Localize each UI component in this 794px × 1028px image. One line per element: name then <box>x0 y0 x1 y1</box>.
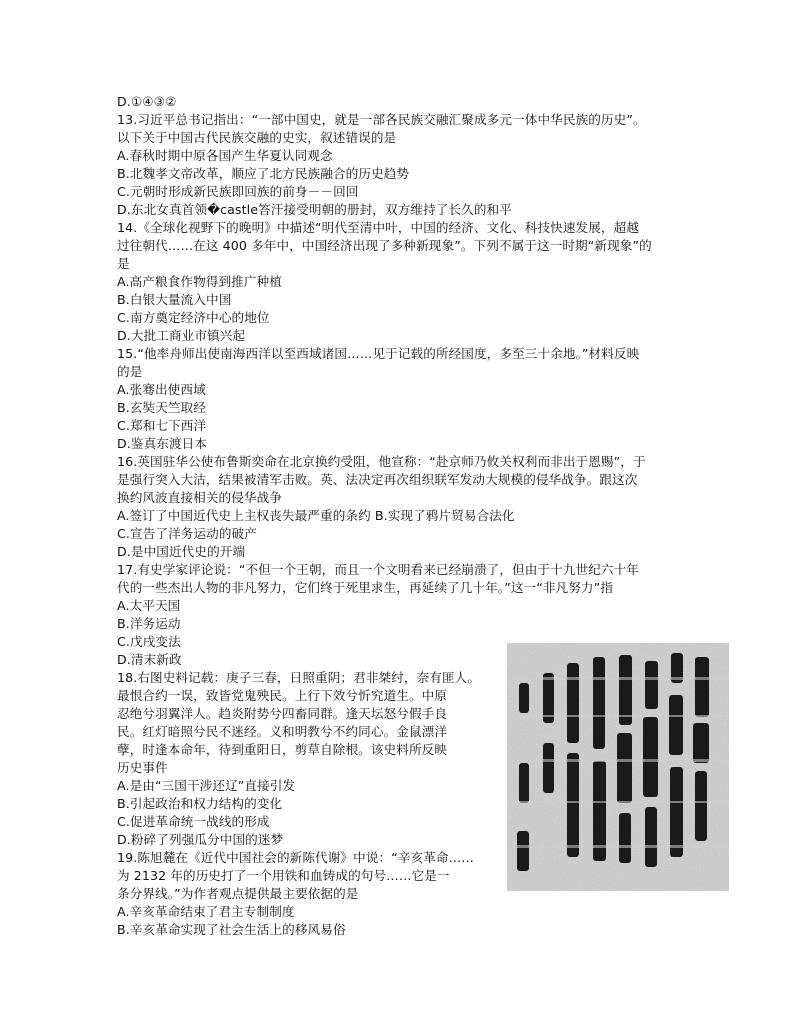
question-18-stem: 18.右图史料记载：庚子三春，日照重阴；君非桀纣，奈有匪人。 <box>117 670 481 685</box>
text-line: 代的一些杰出人物的非凡努力，它们终于死里求生，再延续了几十年。”这一“非凡努力”指 <box>117 580 613 595</box>
question-15-stem: 15.“他率舟师出使南海西洋以至西域诸国……见于记载的所经国度，多至三十余地。”材料反映 <box>117 346 640 361</box>
text-line: 过往朝代……在这 400 多年中，中国经济出现了多种新现象”。下列不属于这一时期“新现象”的 <box>117 238 652 253</box>
option-a: A.是由“三国干涉还辽”直接引发 <box>117 778 296 793</box>
option-d: D.是中国近代史的开端 <box>117 544 246 559</box>
question-13-stem: 13.习近平总书记指出：“一部中国史，就是一部各民族交融汇聚成多元一体中华民族的历史”。 <box>117 112 646 127</box>
option-c: C.戊戌变法 <box>117 634 181 649</box>
option-a: A.张骞出使西域 <box>117 382 206 397</box>
text-line: 忍绝兮羽翼洋人。趋炎附势兮四畜同群。逢天坛怒兮假手良 <box>117 706 448 721</box>
text-line: 是 <box>117 256 130 271</box>
text-line: 民。红灯暗照兮民不迷经。义和明教兮不约同心。金鼠漂洋 <box>117 724 448 739</box>
text-line: 历史事件 <box>117 760 168 775</box>
option-d: D.清末新政 <box>117 652 182 667</box>
option-b: B.白银大量流入中国 <box>117 292 232 307</box>
question-14-stem: 14.《全球化视野下的晚明》中描述“明代至清中叶，中国的经济、文化、科技快速发展，超越 <box>117 220 640 235</box>
option-b: B.引起政治和权力结构的变化 <box>117 796 283 811</box>
option-d: D.鉴真东渡日本 <box>117 436 208 451</box>
question-16-stem: 16.英国驻华公使布鲁斯奕命在北京换约受阻，他宣称：“赴京师乃攸关权利而非出于恩赐”，于 <box>117 454 646 469</box>
question-19-stem: 19.陈旭麓在《近代中国社会的新陈代谢》中说：“辛亥革命…… <box>117 850 474 865</box>
text-line: 是强行突入大沽，结果被清军击败。英、法决定再次组织联军发动大规模的侵华战争。跟这次 <box>117 472 638 487</box>
option-b: B.北魏孝文帝改革，顺应了北方民族融合的历史趋势 <box>117 166 410 181</box>
option-d: D.大批工商业市镇兴起 <box>117 328 246 343</box>
option-b: B.洋务运动 <box>117 616 181 631</box>
text-line: 以下关于中国古代民族交融的史实，叙述错误的是 <box>117 130 397 145</box>
option-a-b: A.签订了中国近代史上主权丧失最严重的条约 B.实现了鸦片贸易合法化 <box>117 508 515 523</box>
option-c: C.郑和七下西洋 <box>117 418 207 433</box>
option-c: C.南方奠定经济中心的地位 <box>117 310 270 325</box>
text-line: 的是 <box>117 364 143 379</box>
text-line: 条分界线。”为作者观点提供最主要依据的是 <box>117 886 359 901</box>
option-c: C.宣告了洋务运动的破产 <box>117 526 257 541</box>
option-c: C.元朝时形成新民族即回族的前身－－回回 <box>117 184 359 199</box>
option-a: A.太平天国 <box>117 598 181 613</box>
option-b: B.玄奘天竺取经 <box>117 400 207 415</box>
option-d: D.东北女真首领�castle答汗接受明朝的册封，双方维持了长久的和平 <box>117 202 512 217</box>
historical-document-image <box>507 643 729 891</box>
text-line: 孽，时逢本命年，待到重阳日，剪草自除根。该史料所反映 <box>117 742 448 757</box>
option-b: B.辛亥革命实现了社会生活上的移风易俗 <box>117 922 346 937</box>
text-line: 为 2132 年的历史打了一个用铁和血铸成的句号……它是一 <box>117 868 450 883</box>
question-17-stem: 17.有史学家评论说：“不但一个王朝，而且一个文明看来已经崩溃了，但由于十九世纪六十年 <box>117 562 640 577</box>
option-d: D.粉碎了列强瓜分中国的迷梦 <box>117 832 284 847</box>
text-line: D.①④③② <box>117 94 177 109</box>
text-line: 最恨合约一误，致皆党鬼殃民。上行下效兮忻究道生。中原 <box>117 688 448 703</box>
option-c: C.促进革命统一战线的形成 <box>117 814 270 829</box>
option-a: A.高产粮食作物得到推广种植 <box>117 274 282 289</box>
option-a: A.春秋时期中原各国产生华夏认同观念 <box>117 148 333 163</box>
option-a: A.辛亥革命结束了君主专制制度 <box>117 904 295 919</box>
text-line: 换约风波直接相关的侵华战争 <box>117 490 283 505</box>
